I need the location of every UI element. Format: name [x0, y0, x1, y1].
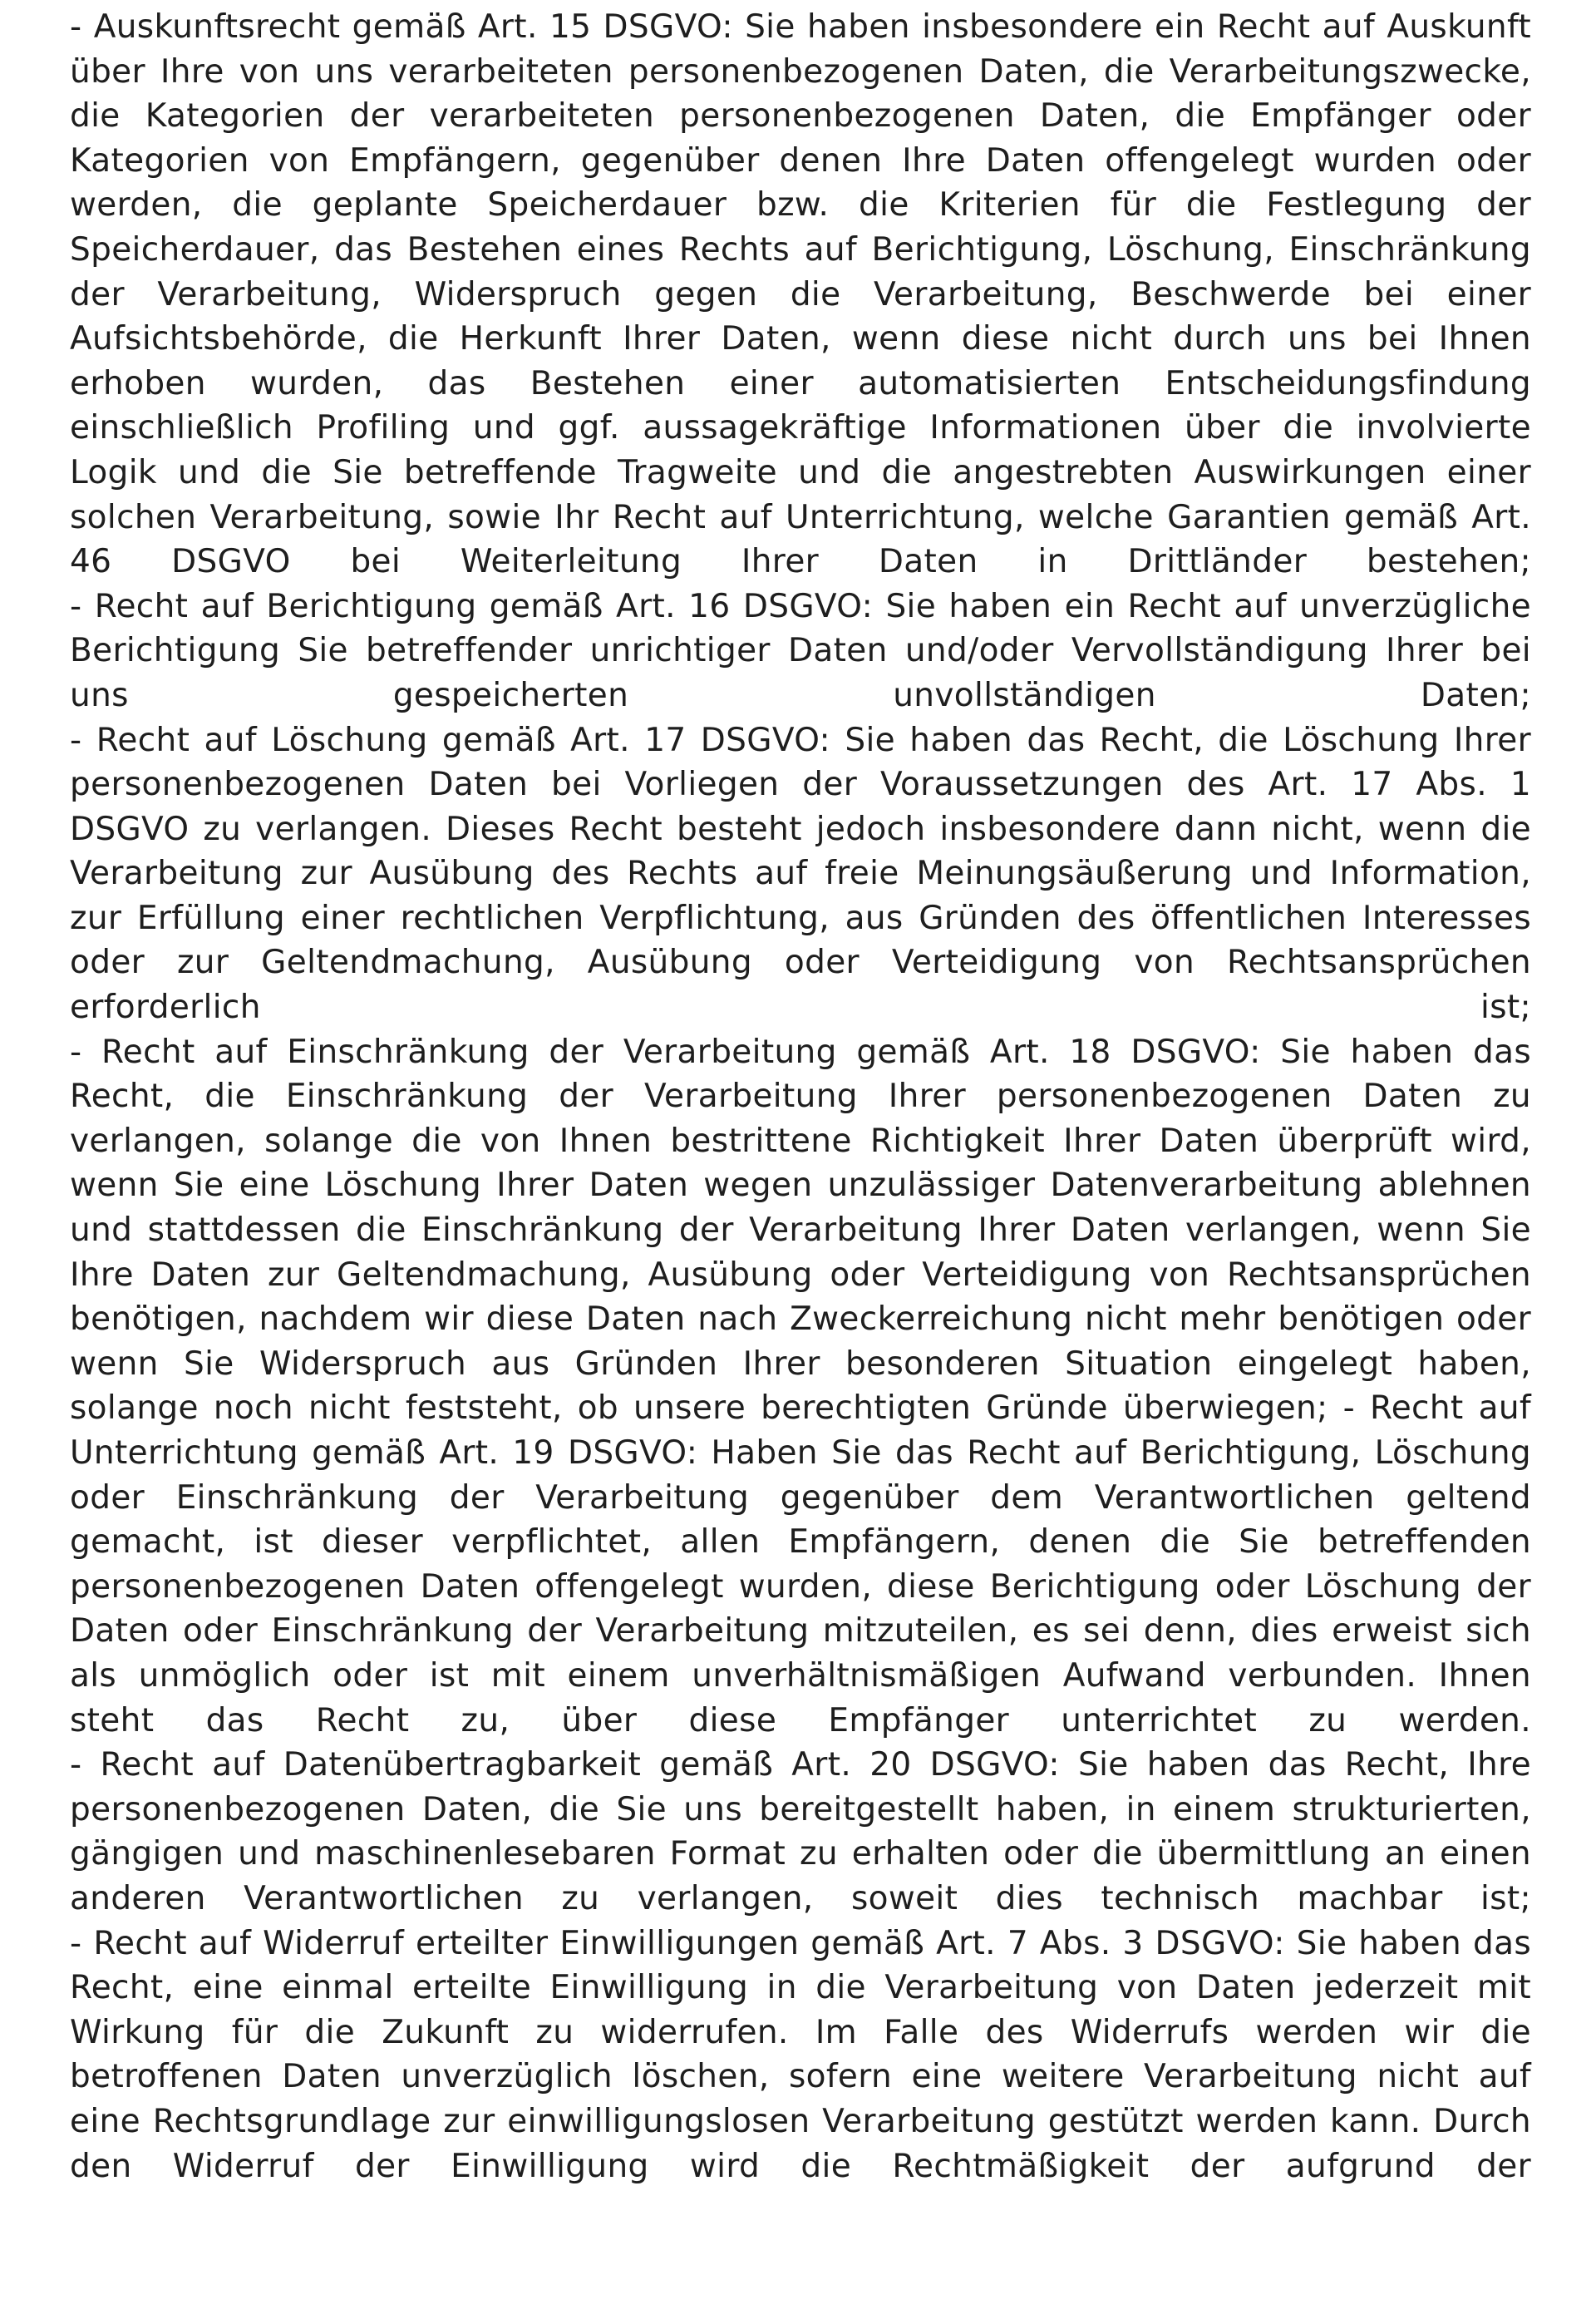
paragraph-einschraenkung-unterrichtung: - Recht auf Einschränkung der Verarbeitung gemäß Art. 18 DSGVO: Sie haben das Recht, die Einschränkung der Verarbeitung Ihrer personenbezogenen Daten zu verlangen, solange die von Ihnen bestrittene Richtigkeit Ihrer Daten überprüft wird, wenn Sie eine Löschung Ihrer Daten wegen unzulässiger Datenverarbeitung ablehnen und stattdessen die Einschränkung der Verarbeitung Ihrer Daten verlangen, wenn Sie Ihre Daten zur Geltendmachung, Ausübung oder Verteidigung von Rechtsansprüchen benötigen, nachdem wir diese Daten nach Zweckerreichung nicht mehr benötigen oder wenn Sie Widerspruch aus Gründen Ihrer besonderen Situation eingelegt haben, solange noch nicht feststeht, ob unsere berechtigten Gründe überwiegen; - Recht auf Unterrichtung gemäß Art. 19 DSGVO: Haben Sie das Recht auf Berichtigung, Löschung oder Einschränkung der Verarbeitung gegenüber dem Verantwortlichen geltend gemacht, ist dieser verpflichtet, allen Empfängern, denen die Sie betreffenden personenbezogenen Daten offengelegt wurden, diese Berichtigung oder Löschung der Daten oder Einschränkung der Verarbeitung mitzuteilen, es sei denn, dies erweist sich als unmöglich oder ist mit einem unverhältnismäßigen Aufwand verbunden. Ihnen steht das Recht zu, über diese Empfänger unterrichtet zu werden.	[70, 1033, 1531, 1739]
paragraph-auskunftsrecht: - Auskunftsrecht gemäß Art. 15 DSGVO: Sie haben insbesondere ein Recht auf Auskunft über Ihre von uns verarbeiteten personenbezogenen Daten, die Verarbeitungszwecke, die Kategorien der verarbeiteten personenbezogenen Daten, die Empfänger oder Kategorien von Empfängern, gegenüber denen Ihre Daten offengelegt wurden oder werden, die geplante Speicherdauer bzw. die Kriterien für die Festlegung der Speicherdauer, das Bestehen eines Rechts auf Berichtigung, Löschung, Einschränkung der Verarbeitung, Widerspruch gegen die Verarbeitung, Beschwerde bei einer Aufsichtsbehörde, die Herkunft Ihrer Daten, wenn diese nicht durch uns bei Ihnen erhoben wurden, das Bestehen einer automatisierten Entscheidungsfindung einschließlich Profiling und ggf. aussagekräftige Informationen über die involvierte Logik und die Sie betreffende Tragweite und die angestrebten Auswirkungen einer solchen Verarbeitung, sowie Ihr Recht auf Unterrichtung, welche Garantien gemäß Art. 46 DSGVO bei Weiterleitung Ihrer Daten in Drittländer bestehen;	[70, 8, 1531, 581]
paragraph-loeschung: - Recht auf Löschung gemäß Art. 17 DSGVO: Sie haben das Recht, die Löschung Ihrer personenbezogenen Daten bei Vorliegen der Voraussetzungen des Art. 17 Abs. 1 DSGVO zu verlangen. Dieses Recht besteht jedoch insbesondere dann nicht, wenn die Verarbeitung zur Ausübung des Rechts auf freie Meinungsäußerung und Information, zur Erfüllung einer rechtlichen Verpflichtung, aus Gründen des öffentlichen Interesses oder zur Geltendmachung, Ausübung oder Verteidigung von Rechtsansprüchen erforderlich ist;	[70, 721, 1531, 1027]
paragraph-berichtigung: - Recht auf Berichtigung gemäß Art. 16 DSGVO: Sie haben ein Recht auf unverzügliche Berichtigung Sie betreffender unrichtiger Daten und/oder Vervollständigung Ihrer bei uns gespeicherten unvollständigen Daten;	[70, 587, 1531, 714]
document-body	[70, 5, 1531, 2188]
paragraph-widerruf: - Recht auf Widerruf erteilter Einwilligungen gemäß Art. 7 Abs. 3 DSGVO: Sie haben das Recht, eine einmal erteilte Einwilligung in die Verarbeitung von Daten jederzeit mit Wirkung für die Zukunft zu widerrufen. Im Falle des Widerrufs werden wir die betroffenen Daten unverzüglich löschen, sofern eine weitere Verarbeitung nicht auf eine Rechtsgrundlage zur einwilligungslosen Verarbeitung gestützt werden kann. Durch den Widerruf der Einwilligung wird die Rechtmäßigkeit der aufgrund der	[70, 1924, 1531, 2185]
paragraph-datenuebertragbarkeit: - Recht auf Datenübertragbarkeit gemäß Art. 20 DSGVO: Sie haben das Recht, Ihre personenbezogenen Daten, die Sie uns bereitgestellt haben, in einem strukturierten, gängigen und maschinenlesebaren Format zu erhalten oder die übermittlung an einen anderen Verantwortlichen zu verlangen, soweit dies technisch machbar ist;	[70, 1746, 1531, 1917]
